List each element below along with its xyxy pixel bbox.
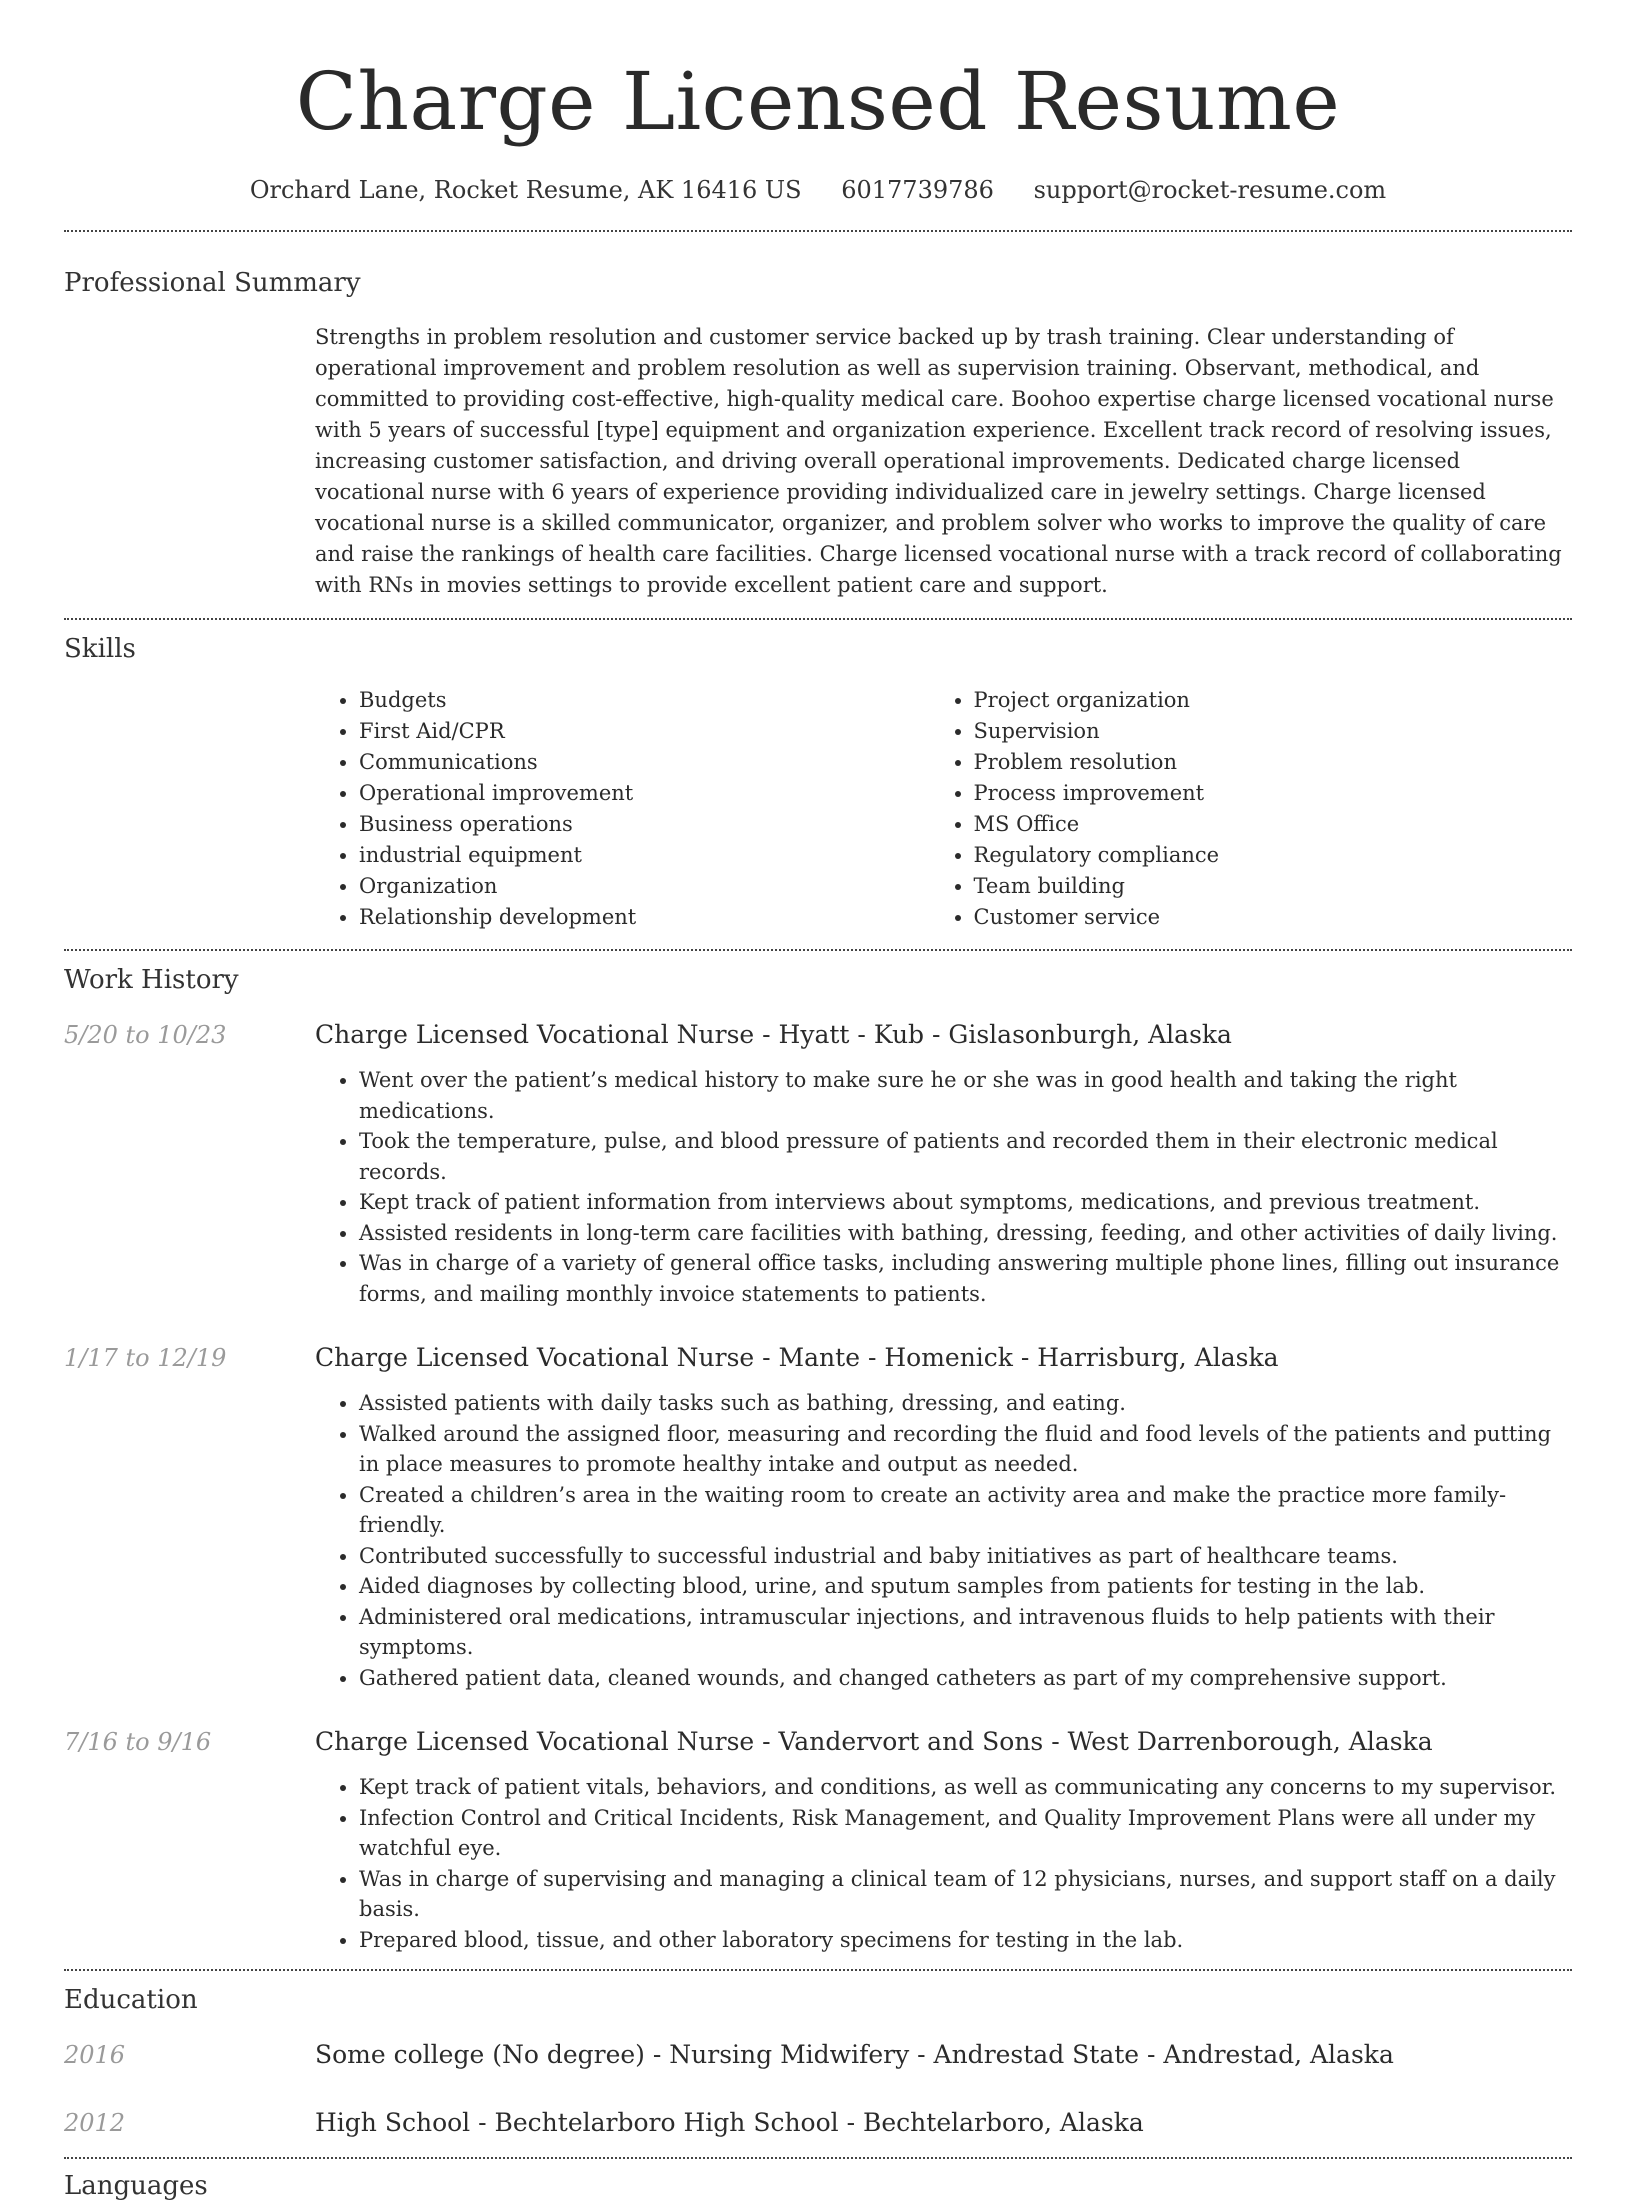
skill-item: • Supervision: [974, 716, 1572, 747]
duty-item: • Prepared blood, tissue, and other laboratory specimens for testing in the lab.: [359, 1925, 1572, 1956]
skill-item: • First Aid/CPR: [359, 716, 930, 747]
resume-page: [64, 0, 1572, 2203]
skills-list: [315, 685, 1572, 933]
duty-item: • Aided diagnoses by collecting blood, urine, and sputum samples from patients for testing in the lab.: [359, 1571, 1572, 1602]
education-year: 2016: [64, 2041, 126, 2069]
job-dates: 7/16 to 9/16: [64, 1728, 212, 1756]
duty-item: • Was in charge of supervising and managing a clinical team of 12 physicians, nurses, and support staff on a daily basis.: [359, 1864, 1572, 1925]
contact-line: [64, 174, 1572, 206]
skill-item: • MS Office: [974, 809, 1572, 840]
job-header: [64, 1342, 1572, 1374]
education-entry: [64, 2039, 1572, 2071]
skill-item: • Relationship development: [359, 902, 930, 933]
skills-column-right: [930, 685, 1572, 933]
job-header: [64, 1019, 1572, 1051]
job-dates: 1/17 to 12/19: [64, 1344, 227, 1372]
education-detail: Some college (No degree) - Nursing Midwifery - Andrestad State - Andrestad, Alaska: [315, 2040, 1394, 2069]
job-title: Charge Licensed Vocational Nurse - Vandervort and Sons - West Darrenborough, Alaska: [315, 1727, 1433, 1756]
duty-item: • Walked around the assigned floor, measuring and recording the fluid and food levels of the patients and putting in place measures to promote healthy intake and output as needed.: [359, 1419, 1572, 1480]
skill-item: • Communications: [359, 747, 930, 778]
duty-item: • Created a children’s area in the waiting room to create an activity area and make the practice more family-friendly.: [359, 1480, 1572, 1541]
skill-item: • Problem resolution: [974, 747, 1572, 778]
duty-item: • Infection Control and Critical Incidents, Risk Management, and Quality Improvement Plans were all under my watchful eye.: [359, 1803, 1572, 1864]
duty-item: • Assisted residents in long-term care facilities with bathing, dressing, feeding, and other activities of daily living.: [359, 1218, 1572, 1249]
work-heading: Work History: [64, 965, 239, 995]
summary-text: Strengths in problem resolution and customer service backed up by trash training. Clear understanding of operational improvement and problem resolution as well as supervision training. Observant, methodical, and committed to providing cost-effective, high-quality medical care. Boohoo expertise charge licensed vocational nurse with 5 years of successful [type] equipment and organization experience. Excellent track record of resolving issues, increasing customer satisfaction, and driving overall operational improvements. Dedicated charge licensed vocational nurse with 6 years of experience providing individualized care in jewelry settings. Charge licensed vocational nurse is a skilled communicator, organizer, and problem solver who works to improve the quality of care and raise the rankings of health care facilities. Charge licensed vocational nurse with a track record of collaborating with RNs in movies settings to provide excellent patient care and support.: [315, 325, 1562, 597]
divider: [64, 230, 1572, 232]
education-year: 2012: [64, 2109, 126, 2137]
divider: [64, 1969, 1572, 1971]
job-entry: [64, 1342, 1572, 1693]
skill-item: • Customer service: [974, 902, 1572, 933]
job-entry: [64, 1726, 1572, 1955]
duty-item: • Contributed successfully to successful industrial and baby initiatives as part of healthcare teams.: [359, 1541, 1572, 1572]
skill-item: • Operational improvement: [359, 778, 930, 809]
job-duties: [64, 1388, 1572, 1693]
skill-item: • industrial equipment: [359, 840, 930, 871]
duty-item: • Administered oral medications, intramuscular injections, and intravenous fluids to help patients with their symptoms.: [359, 1602, 1572, 1663]
job-title: Charge Licensed Vocational Nurse - Hyatt - Kub - Gislasonburgh, Alaska: [315, 1020, 1232, 1049]
divider: [64, 2157, 1572, 2159]
duty-item: • Was in charge of a variety of general office tasks, including answering multiple phone lines, filling out insurance forms, and mailing monthly invoice statements to patients.: [359, 1248, 1572, 1309]
duty-item: • Assisted patients with daily tasks such as bathing, dressing, and eating.: [359, 1388, 1572, 1419]
education-detail: High School - Bechtelarboro High School - Bechtelarboro, Alaska: [315, 2108, 1144, 2137]
skills-column-left: [315, 685, 930, 933]
job-header: [64, 1726, 1572, 1758]
divider: [64, 618, 1572, 620]
job-entry: [64, 1019, 1572, 1309]
skill-item: • Business operations: [359, 809, 930, 840]
duty-item: • Took the temperature, pulse, and blood pressure of patients and recorded them in their electronic medical records.: [359, 1126, 1572, 1187]
contact-phone: 6017739786: [841, 176, 994, 204]
skill-item: • Regulatory compliance: [974, 840, 1572, 871]
contact-email: support@rocket-resume.com: [1033, 176, 1387, 204]
skill-item: • Process improvement: [974, 778, 1572, 809]
skills-heading: Skills: [64, 634, 136, 664]
duty-item: • Kept track of patient information from interviews about symptoms, medications, and previous treatment.: [359, 1187, 1572, 1218]
resume-name: Charge Licensed Resume: [295, 55, 1341, 148]
contact-address: Orchard Lane, Rocket Resume, AK 16416 US: [249, 176, 802, 204]
job-duties: [64, 1772, 1572, 1955]
skill-item: • Project organization: [974, 685, 1572, 716]
summary-heading: Professional Summary: [64, 268, 361, 298]
education-heading: Education: [64, 1985, 198, 2015]
duty-item: • Went over the patient’s medical history to make sure he or she was in good health and taking the right medications.: [359, 1065, 1572, 1126]
duty-item: • Kept track of patient vitals, behaviors, and conditions, as well as communicating any concerns to my supervisor.: [359, 1772, 1572, 1803]
skill-item: • Team building: [974, 871, 1572, 902]
skill-item: • Budgets: [359, 685, 930, 716]
divider: [64, 949, 1572, 951]
job-dates: 5/20 to 10/23: [64, 1021, 227, 1049]
job-duties: [64, 1065, 1572, 1309]
languages-heading: Languages: [64, 2171, 208, 2201]
duty-item: • Gathered patient data, cleaned wounds, and changed catheters as part of my comprehensive support.: [359, 1663, 1572, 1694]
job-title: Charge Licensed Vocational Nurse - Mante - Homenick - Harrisburg, Alaska: [315, 1343, 1279, 1372]
skill-item: • Organization: [359, 871, 930, 902]
